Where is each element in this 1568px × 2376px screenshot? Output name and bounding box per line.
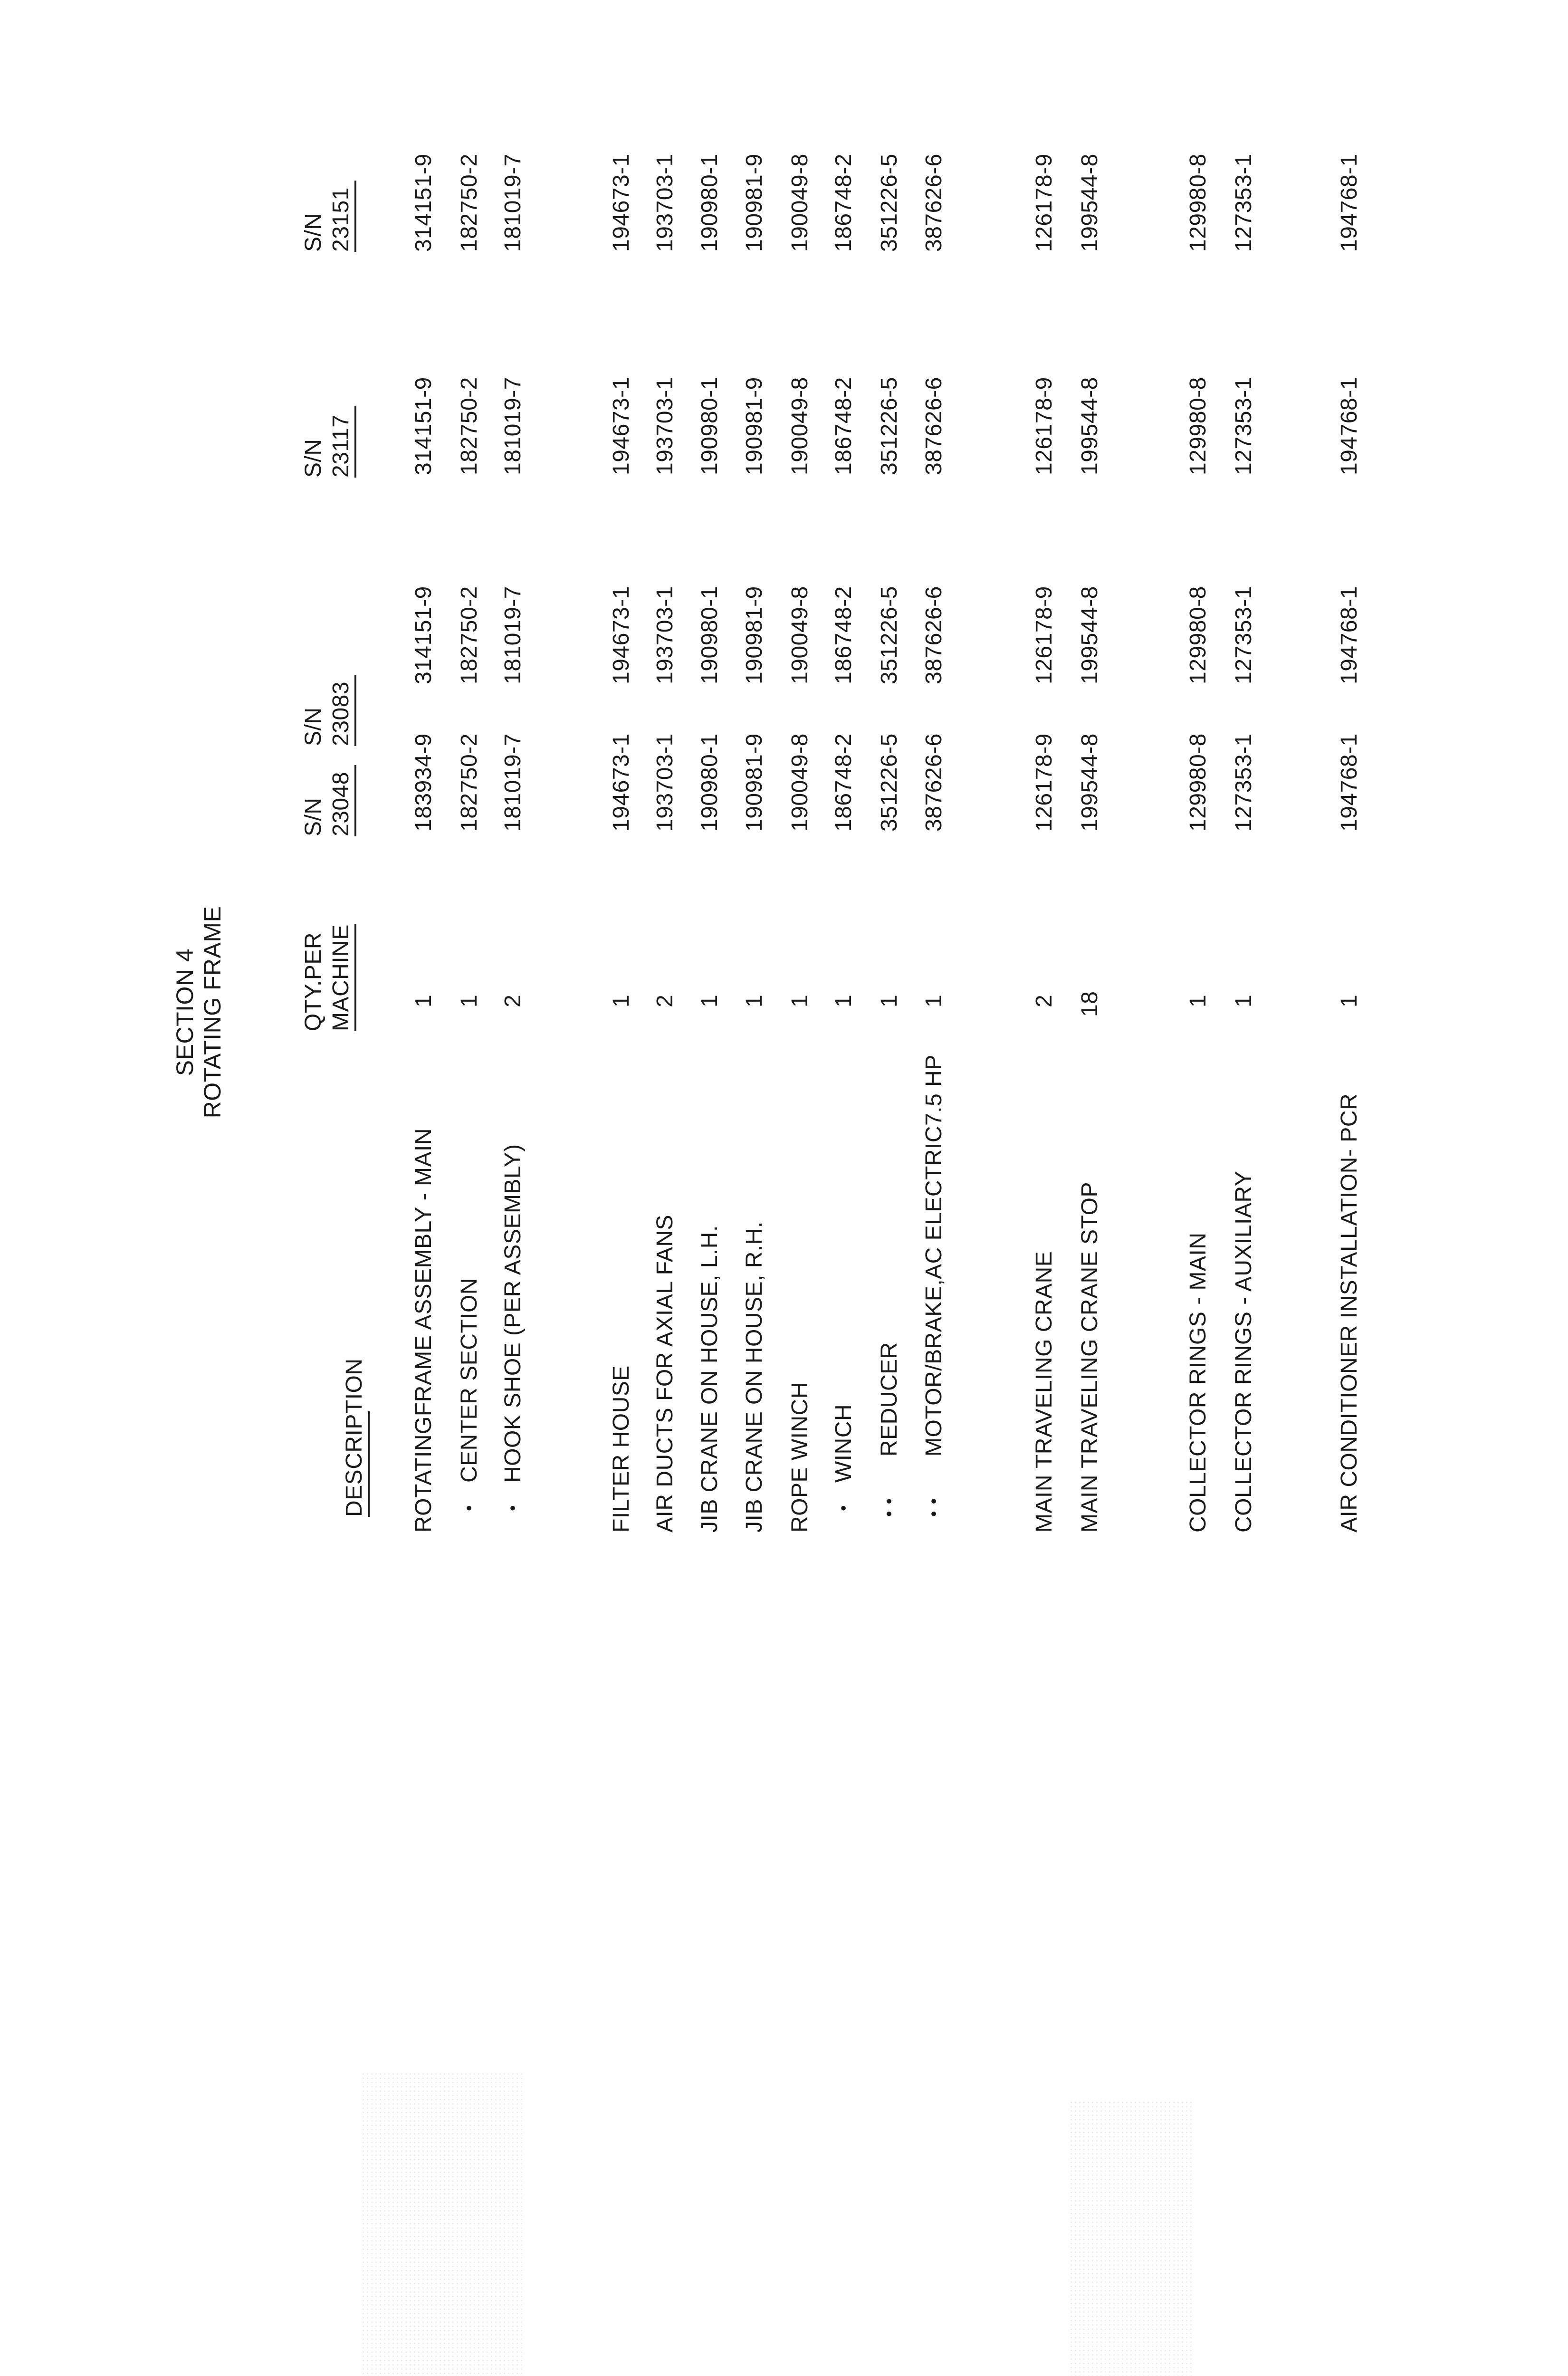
header-sn-23048-line2: 23048	[328, 772, 354, 836]
row-sn: 194673-1	[609, 153, 634, 252]
row-sn: 190980-1	[697, 153, 722, 252]
row-sn: 314151-9	[411, 153, 436, 252]
row-sn: 190049-8	[787, 153, 813, 252]
row-sn: 314151-9	[411, 586, 436, 684]
row-sn: 186748-2	[831, 586, 856, 684]
row-sn: 351226-5	[877, 377, 902, 475]
header-sn-23048-line1: S/N	[301, 797, 326, 836]
header-sn-23151-line2: 23151	[328, 187, 354, 252]
row-sn: 127353-1	[1231, 733, 1256, 832]
row-description: COLLECTOR RINGS - MAIN	[1186, 1232, 1211, 1533]
row-qty: 1	[1186, 994, 1211, 1007]
row-description: CENTER SECTION	[457, 1277, 482, 1483]
row-sn: 126178-9	[1032, 153, 1057, 252]
row-bullet: •	[833, 1498, 853, 1511]
row-qty: 1	[609, 994, 634, 1007]
scan-speckle	[361, 2072, 523, 2376]
row-sn: 387626-6	[921, 733, 947, 832]
row-sn: 126178-9	[1032, 733, 1057, 832]
row-description: ROTATINGFRAME ASSEMBLY - MAIN	[411, 1128, 436, 1533]
header-description-underline	[368, 1411, 370, 1517]
header-sn-23117-underline	[354, 406, 356, 478]
row-sn: 129980-8	[1186, 733, 1211, 832]
row-qty: 2	[1032, 994, 1057, 1007]
row-sn: 314151-9	[411, 377, 436, 475]
row-description: AIR DUCTS FOR AXIAL FANS	[652, 1214, 678, 1533]
row-sn: 194768-1	[1337, 586, 1362, 684]
row-sn: 186748-2	[831, 377, 856, 475]
row-sn: 194673-1	[609, 586, 634, 684]
row-sn: 181019-7	[500, 733, 526, 832]
row-sn: 190981-9	[742, 153, 767, 252]
row-qty: 18	[1077, 991, 1102, 1017]
row-sn: 351226-5	[877, 733, 902, 832]
row-qty: 1	[1337, 994, 1362, 1007]
section-subtitle: ROTATING FRAME	[199, 906, 226, 1119]
row-qty: 2	[500, 994, 526, 1007]
header-sn-23151-underline	[354, 181, 356, 252]
row-sn: 182750-2	[457, 586, 482, 684]
row-description: JIB CRANE ON HOUSE, L.H.	[697, 1225, 722, 1533]
row-sn: 126178-9	[1032, 377, 1057, 475]
row-qty: 2	[652, 994, 678, 1007]
row-qty: 1	[697, 994, 722, 1007]
row-description: AIR CONDITIONER INSTALLATION- PCR	[1337, 1093, 1362, 1533]
row-qty: 1	[457, 994, 482, 1007]
row-sn: 387626-6	[921, 586, 947, 684]
row-sn: 194768-1	[1337, 377, 1362, 475]
row-sn: 126178-9	[1032, 586, 1057, 684]
row-description: MAIN TRAVELING CRANE	[1032, 1251, 1057, 1533]
row-sn: 183934-9	[411, 733, 436, 832]
row-description: WINCH	[831, 1404, 856, 1483]
row-sn: 181019-7	[500, 153, 526, 252]
row-sn: 186748-2	[831, 153, 856, 252]
row-bullet: •	[459, 1498, 478, 1511]
row-sn: 351226-5	[877, 153, 902, 252]
row-sn: 127353-1	[1231, 586, 1256, 684]
row-sn: 190049-8	[787, 586, 813, 684]
row-sn: 181019-7	[500, 377, 526, 475]
row-qty: 1	[921, 994, 947, 1007]
row-sn: 182750-2	[457, 733, 482, 832]
row-sn: 186748-2	[831, 733, 856, 832]
row-bullet: ••	[879, 1491, 899, 1517]
row-sn: 190981-9	[742, 586, 767, 684]
row-sn: 194673-1	[609, 377, 634, 475]
row-sn: 193703-1	[652, 153, 678, 252]
row-sn: 351226-5	[877, 586, 902, 684]
header-sn-23117-line2: 23117	[328, 414, 354, 478]
row-sn: 199544-8	[1077, 377, 1102, 475]
row-sn: 387626-6	[921, 153, 947, 252]
header-sn-23083-line1: S/N	[301, 707, 326, 746]
row-description: MOTOR/BRAKE,AC ELECTRIC7.5 HP	[921, 1054, 947, 1456]
row-sn: 199544-8	[1077, 733, 1102, 832]
row-description: FILTER HOUSE	[609, 1365, 634, 1533]
header-sn-23048-underline	[354, 765, 356, 836]
row-sn: 199544-8	[1077, 153, 1102, 252]
header-sn-23117-line1: S/N	[301, 439, 326, 478]
row-qty: 1	[411, 994, 436, 1007]
row-sn: 190049-8	[787, 733, 813, 832]
row-sn: 194768-1	[1337, 153, 1362, 252]
row-description: COLLECTOR RINGS - AUXILIARY	[1231, 1170, 1256, 1533]
row-qty: 1	[831, 994, 856, 1007]
row-sn: 129980-8	[1186, 377, 1211, 475]
header-sn-23083-underline	[354, 675, 356, 746]
row-bullet: •	[503, 1498, 522, 1511]
header-sn-23083-line2: 23083	[328, 681, 354, 746]
header-qty-line1: QTY.PER	[301, 932, 326, 1031]
header-sn-23151-line1: S/N	[301, 213, 326, 252]
row-sn: 129980-8	[1186, 586, 1211, 684]
scan-speckle	[1069, 2100, 1193, 2376]
row-sn: 181019-7	[500, 586, 526, 684]
header-qty-underline	[354, 924, 356, 1031]
row-sn: 194768-1	[1337, 733, 1362, 832]
row-description: MAIN TRAVELING CRANE STOP	[1077, 1182, 1102, 1533]
row-sn: 129980-8	[1186, 153, 1211, 252]
header-description: DESCRIPTION	[342, 1358, 367, 1517]
row-sn: 182750-2	[457, 153, 482, 252]
row-sn: 387626-6	[921, 377, 947, 475]
row-sn: 194673-1	[609, 733, 634, 832]
row-bullet: ••	[924, 1491, 943, 1517]
row-qty: 1	[1231, 994, 1256, 1007]
section-title: SECTION 4	[172, 948, 198, 1076]
row-description: HOOK SHOE (PER ASSEMBLY)	[500, 1144, 526, 1483]
row-qty: 1	[877, 994, 902, 1007]
row-sn: 190981-9	[742, 377, 767, 475]
header-qty-line2: MACHINE	[328, 924, 354, 1031]
row-sn: 193703-1	[652, 586, 678, 684]
row-sn: 190980-1	[697, 377, 722, 475]
row-sn: 190980-1	[697, 586, 722, 684]
row-qty: 1	[787, 994, 813, 1007]
row-qty: 1	[742, 994, 767, 1007]
row-description: ROPE WINCH	[787, 1382, 813, 1533]
row-sn: 127353-1	[1231, 153, 1256, 252]
row-description: REDUCER	[877, 1342, 902, 1456]
row-sn: 199544-8	[1077, 586, 1102, 684]
row-sn: 127353-1	[1231, 377, 1256, 475]
row-description: JIB CRANE ON HOUSE, R.H.	[742, 1221, 767, 1533]
row-sn: 190049-8	[787, 377, 813, 475]
row-sn: 190981-9	[742, 733, 767, 832]
row-sn: 193703-1	[652, 377, 678, 475]
row-sn: 182750-2	[457, 377, 482, 475]
row-sn: 190980-1	[697, 733, 722, 832]
row-sn: 193703-1	[652, 733, 678, 832]
